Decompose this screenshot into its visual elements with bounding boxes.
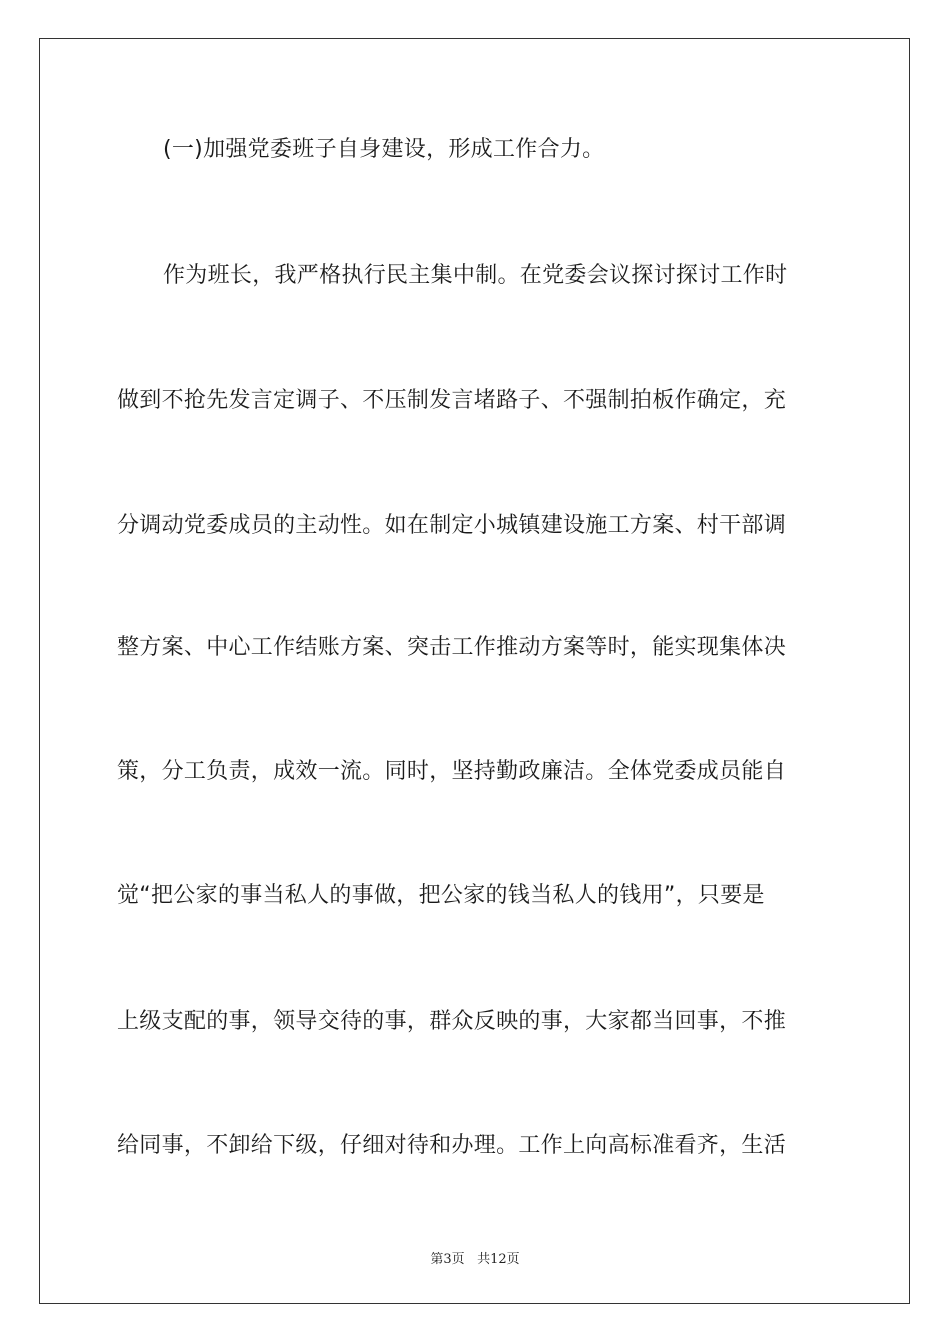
body-line: 作为班长，我严格执行民主集中制。在党委会议探讨探讨工作时 [163,263,788,288]
body-line: 觉“把公家的事当私人的事做，把公家的钱当私人的钱用”，只要是 [117,883,765,908]
body-line: 分调动党委成员的主动性。如在制定小城镇建设施工方案、村干部调 [117,513,787,538]
body-line: 上级支配的事，领导交待的事，群众反映的事，大家都当回事，不推 [117,1009,787,1034]
body-line: 策，分工负责，成效一流。同时，坚持勤政廉洁。全体党委成员能自 [117,759,787,784]
section-heading: (一)加强党委班子自身建设，形成工作合力。 [163,137,605,162]
total-pages: 共12页 [477,1252,520,1267]
body-line: 做到不抢先发言定调子、不压制发言堵路子、不强制拍板作确定，充 [117,388,787,413]
page-border [39,38,910,1304]
page-number: 第3页 [430,1252,465,1267]
body-line: 给同事，不卸给下级，仔细对待和办理。工作上向高标准看齐，生活 [117,1133,787,1158]
page-footer [0,1248,950,1267]
body-line: 整方案、中心工作结账方案、突击工作推动方案等时，能实现集体决 [117,635,787,660]
